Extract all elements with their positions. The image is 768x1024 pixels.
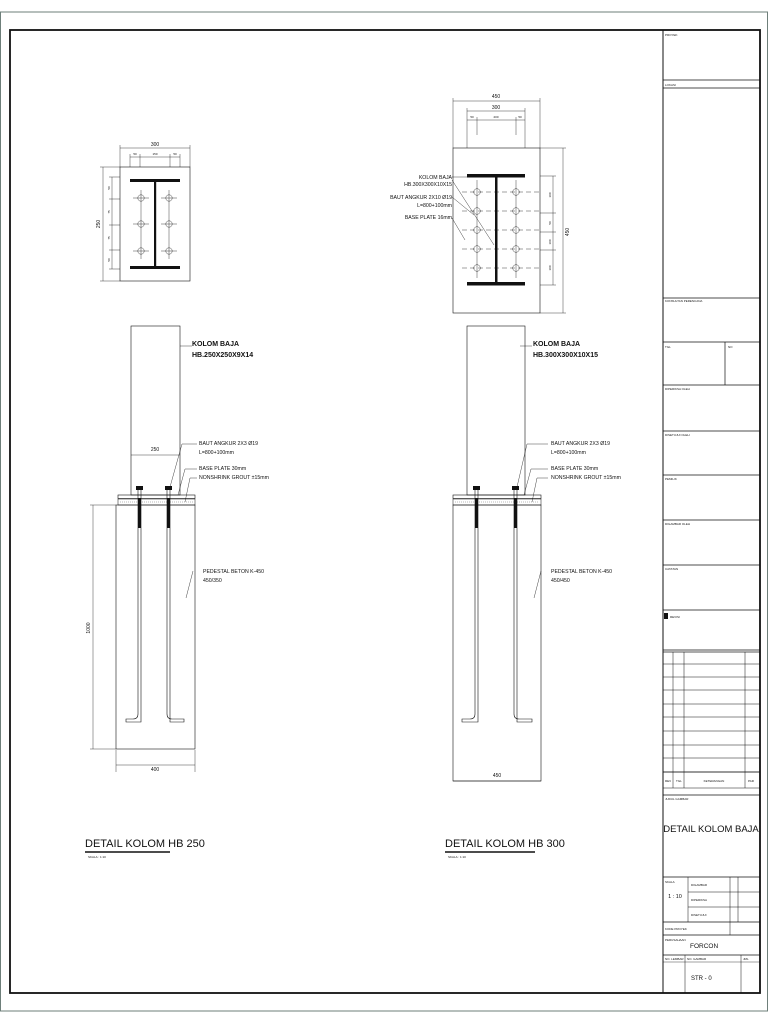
tb-approved-row: DISETUJUI	[691, 913, 707, 917]
left-col-width-dim: 250	[150, 447, 160, 453]
left-anchor-label-2: L=800+100mm	[199, 450, 234, 456]
left-elevation-view	[86, 326, 269, 773]
left-plan-view	[96, 142, 190, 281]
left-anchor-label-1: BAUT ANGKUR 2X3 Ø19	[199, 441, 259, 447]
right-plan-label-4: L=800+100mm	[417, 203, 452, 209]
right-pedestal-label-2: 450/450	[551, 578, 570, 584]
tb-total-label: JML	[743, 957, 749, 961]
tb-company-label: PERUSAHAAN	[665, 938, 686, 942]
title-block	[663, 30, 760, 993]
tb-date-label: TGL	[665, 345, 671, 349]
right-col-label-1: KOLOM BAJA	[533, 341, 581, 348]
right-elevation-view	[453, 326, 621, 781]
right-plan-view	[390, 94, 571, 313]
left-grout-label: NONSHRINK GROUT ±15mm	[199, 475, 269, 481]
tb-owner-label: PEMILIK	[665, 477, 677, 481]
left-plan-side-a: 50	[107, 186, 111, 190]
right-detail-title: DETAIL KOLOM HB 300	[445, 838, 565, 850]
tb-kode-label: KODE PROYEK	[665, 927, 687, 931]
tb-rev-desc-label: KETERANGAN	[703, 779, 725, 783]
tb-rev-label: REV	[665, 779, 672, 783]
tb-checked-row: DIPERIKSA	[691, 898, 708, 902]
tb-drawn-label: DIGAMBAR OLEH	[665, 522, 691, 526]
right-plan-side-b: 50	[548, 221, 552, 225]
tb-project-label: PROYEK	[665, 33, 678, 37]
right-plan-side-a: 100	[548, 192, 552, 198]
right-plan-label-3: BAUT ANGKUR 2X10 Ø19	[390, 195, 452, 201]
right-plan-dim-c: 50	[518, 115, 522, 119]
tb-drawn-row: DIGAMBAR	[691, 883, 708, 887]
left-height-dim: 1000	[86, 622, 92, 634]
right-plan-side-d: 100	[548, 265, 552, 271]
left-plan-dim-c: 50	[173, 152, 177, 156]
tb-code-label: NO. GAMBAR	[687, 957, 707, 961]
left-plate-label: BASE PLATE 30mm	[199, 466, 247, 472]
tb-location-label: LOKASI	[665, 83, 676, 87]
left-pedestal-label-1: PEDESTAL BETON K-450	[203, 569, 265, 575]
right-bottom-width-dim: 450	[492, 773, 502, 779]
right-plan-label-1: KOLOM BAJA	[418, 175, 452, 181]
right-anchor-label-1: BAUT ANGKUR 2X3 Ø19	[551, 441, 611, 447]
right-plate-label: BASE PLATE 30mm	[551, 466, 599, 472]
right-col-label-2: HB.300X300X10X15	[533, 352, 598, 359]
left-plan-dim-b: 150	[152, 152, 158, 156]
left-plan-side-c: 75	[107, 236, 111, 240]
right-plan-side-total: 450	[565, 227, 571, 237]
left-plan-side-total: 250	[96, 219, 102, 229]
left-col-label-1: KOLOM BAJA	[192, 341, 240, 348]
tb-checked-label: DIPERIKSA OLEH	[665, 387, 690, 391]
right-plan-dim-a: 50	[470, 115, 474, 119]
right-plan-label-5: BASE PLATE 16mm	[404, 215, 452, 221]
right-pedestal-label-1: PEDESTAL BETON K-450	[551, 569, 613, 575]
tb-approved-label: DISETUJUI OLEH	[665, 433, 690, 437]
tb-scale-value: 1 : 10	[668, 894, 682, 900]
left-bottom-width-dim: 400	[150, 767, 160, 773]
right-plan-dim-inner: 300	[491, 105, 501, 111]
left-plan-side-d: 50	[107, 258, 111, 262]
left-col-label-2: HB.250X250X9X14	[192, 352, 254, 359]
left-detail-title: DETAIL KOLOM HB 250	[85, 838, 205, 850]
left-detail-scale: SKALA : 1:10	[88, 855, 106, 859]
tb-company-name: FORCON	[690, 943, 719, 950]
tb-drawing-no: STR - 0	[691, 976, 712, 982]
tb-notes-label: CATATAN	[665, 567, 679, 571]
left-plan-dim-a: 50	[133, 152, 137, 156]
right-grout-label: NONSHRINK GROUT ±15mm	[551, 475, 621, 481]
right-plan-dim-total: 450	[491, 94, 501, 100]
tb-revision-header: REVISI	[670, 615, 680, 619]
right-plan-dim-b: 200	[493, 115, 499, 119]
right-anchor-label-2: L=800+100mm	[551, 450, 586, 456]
left-pedestal-label-2: 450/350	[203, 578, 222, 584]
tb-no-label: NO	[728, 345, 733, 349]
tb-consultant-label: KONSULTAN PERENCANA	[665, 299, 703, 303]
left-plan-side-b: 75	[107, 210, 111, 214]
right-plan-label-2: HB.300X300X10X15	[404, 182, 452, 188]
tb-drawing-title: DETAIL KOLOM BAJA	[663, 824, 759, 835]
right-plan-side-c: 100	[548, 239, 552, 245]
tb-scale-label: SKALA	[665, 880, 675, 884]
tb-drawing-title-label: JUDUL GAMBAR	[665, 797, 689, 801]
left-plan-dim-total: 300	[150, 142, 160, 148]
tb-rev-date-label: TGL	[676, 779, 682, 783]
tb-rev-sign-label: PAR	[748, 779, 754, 783]
right-detail-scale: SKALA : 1:10	[448, 855, 466, 859]
tb-sheet-label: NO. LEMBAR	[665, 957, 684, 961]
